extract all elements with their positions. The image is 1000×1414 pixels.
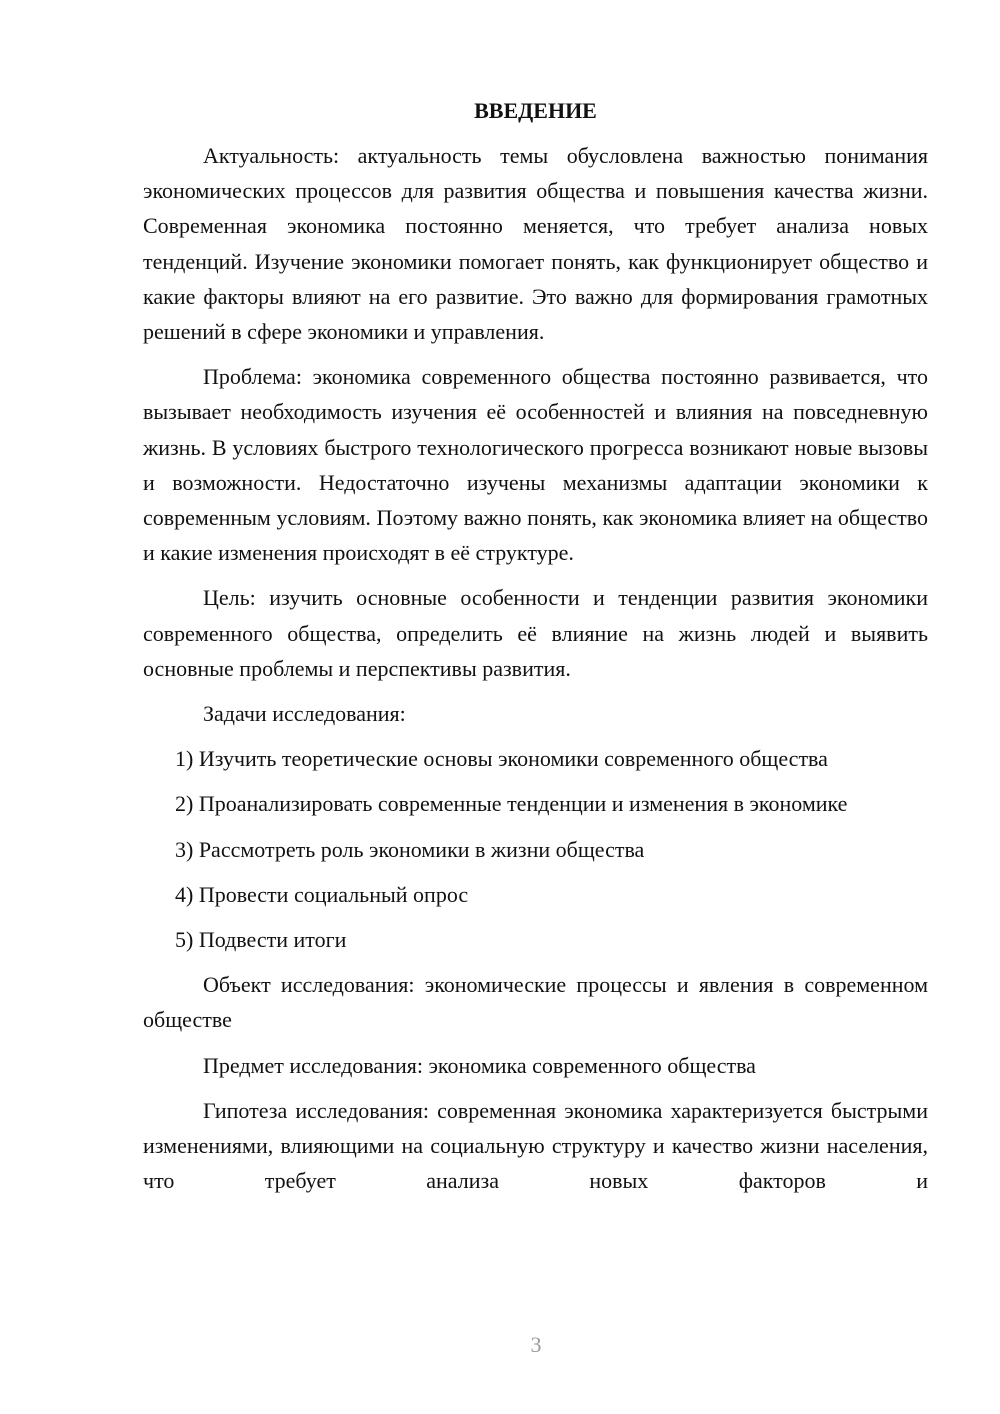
section-title: ВВЕДЕНИЕ: [474, 98, 597, 123]
paragraph-relevance: Актуальность: актуальность темы обусловлена важностью понимания экономических процессов для развития общества и повышения качества жизни. Современная экономика постоянно меняется, что требует анализа новых тенденций. Изучение экономики помогает понять, как функционирует общество и какие факторы влияют на его развитие. Это важно для формирования грамотных решений в сфере экономики и управления.: [143, 143, 928, 345]
document-body: [143, 93, 928, 1208]
paragraph-hypothesis: Гипотеза исследования: современная экономика характеризуется быстрыми изменениями, влияющими на социальную структуру и качество жизни населения, что требует анализа новых факторов и: [143, 1097, 928, 1194]
task-item-1: 1) Изучить теоретические основы экономики современного общества: [175, 746, 828, 772]
paragraph-problem: Проблема: экономика современного общества постоянно развивается, что вызывает необходимость изучения её особенностей и влияния на повседневную жизнь. В условиях быстрого технологического прогресса возникают новые вызовы и возможности. Недостаточно изучены механизмы адаптации экономики к современным условиям. Поэтому важно понять, как экономика влияет на общество и какие изменения происходят в её структуре.: [143, 364, 928, 566]
paragraph-tasks-heading: Задачи исследования:: [203, 701, 406, 727]
paragraph-goal: Цель: изучить основные особенности и тенденции развития экономики современного общества, определить её влияние на жизнь людей и выявить основные проблемы и перспективы развития.: [143, 585, 928, 681]
paragraph-subject: Предмет исследования: экономика современного общества: [203, 1052, 756, 1078]
paragraph-object: Объект исследования: экономические процессы и явления в современном обществе: [143, 972, 928, 1033]
task-item-3: 3) Рассмотреть роль экономики в жизни общества: [175, 836, 645, 862]
task-item-4: 4) Провести социальный опрос: [175, 881, 469, 907]
task-item-5: 5) Подвести итоги: [175, 927, 347, 953]
task-item-2: 2) Проанализировать современные тенденции и изменения в экономике: [175, 791, 848, 817]
page-number: 3: [530, 1332, 542, 1357]
